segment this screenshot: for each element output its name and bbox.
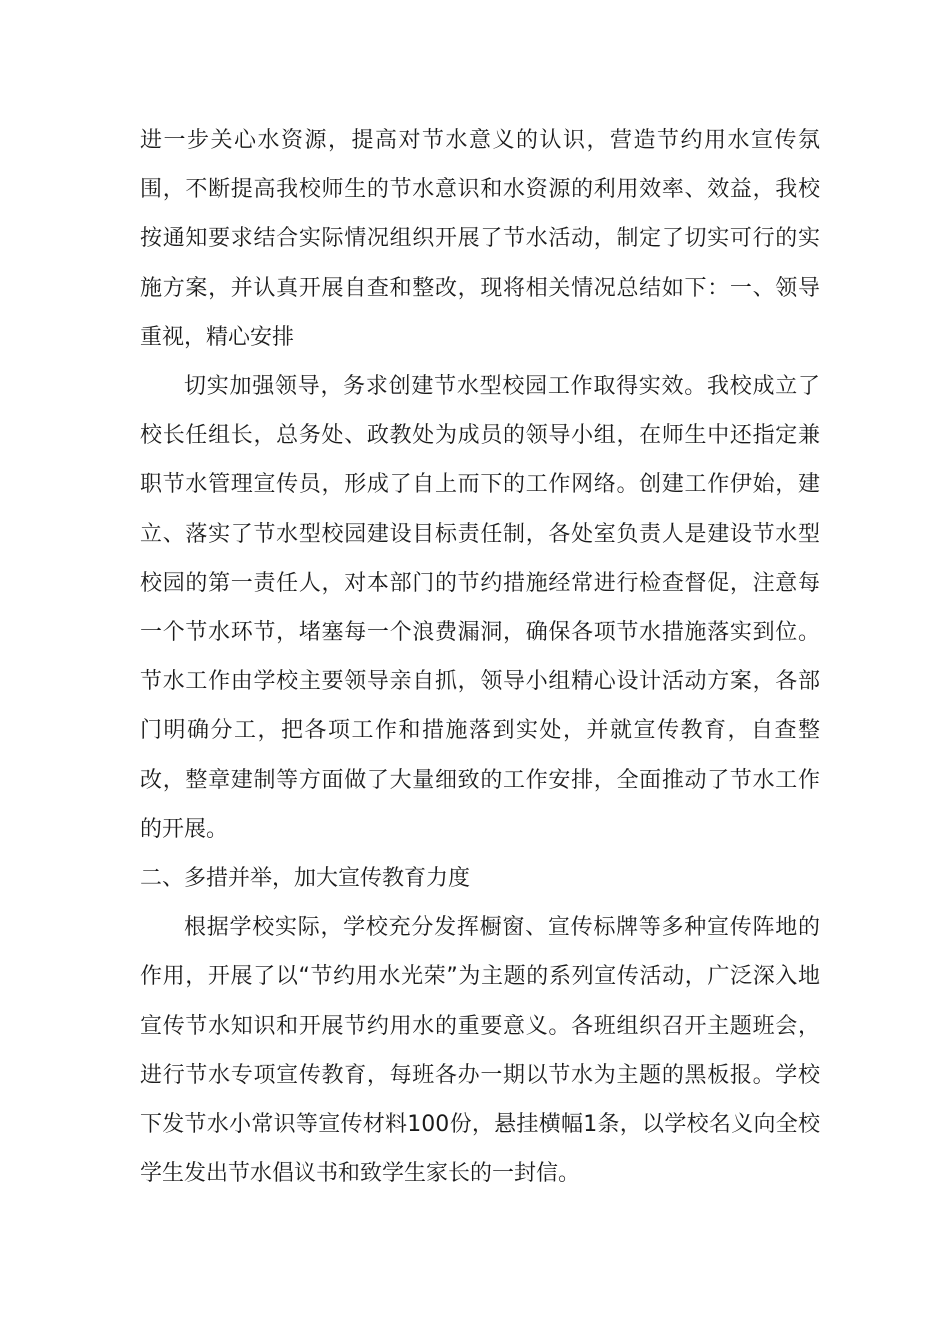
paragraph-leadership: 切实加强领导，务求创建节水型校园工作取得实效。我校成立了校长任组长，总务处、政教处为成员的领导小组，在师生中还指定兼职节水管理宣传员，形成了自上而下的工作网络。创建工作伊始，建立、落实了节水型校园建设目标责任制，各处室负责人是建设节水型校园的第一责任人，对本部门的节约措施经常进行检查督促，注意每一个节水环节，堵塞每一个浪费漏洞，确保各项节水措施落实到位。节水工作由学校主要领导亲自抓，领导小组精心设计活动方案，各部门明确分工，把各项工作和措施落到实处，并就宣传教育，自查整改，整章建制等方面做了大量细致的工作安排，全面推动了节水工作的开展。 bbox=[140, 374, 820, 842]
paragraph-intro: 进一步关心水资源，提高对节水意义的认识，营造节约用水宣传氛围，不断提高我校师生的节水意识和水资源的利用效率、效益，我校按通知要求结合实际情况组织开展了节水活动，制定了切实可行的实施方案，并认真开展自查和整改，现将相关情况总结如下：一、领导重视，精心安排 bbox=[140, 128, 820, 350]
paragraph-publicity: 根据学校实际，学校充分发挥橱窗、宣传标牌等多种宣传阵地的作用，开展了以“节约用水光荣”为主题的系列宣传活动，广泛深入地宣传节水知识和开展节约用水的重要意义。各班组织召开主题班会，进行节水专项宣传教育，每班各办一期以节水为主题的黑板报。学校下发节水小常识等宣传材料100份，悬挂横幅1条，以学校名义向全校学生发出节水倡议书和致学生家长的一封信。 bbox=[140, 915, 820, 1187]
section-heading-publicity: 二、多措并举，加大宣传教育力度 bbox=[140, 866, 471, 892]
document-body bbox=[140, 116, 820, 1198]
